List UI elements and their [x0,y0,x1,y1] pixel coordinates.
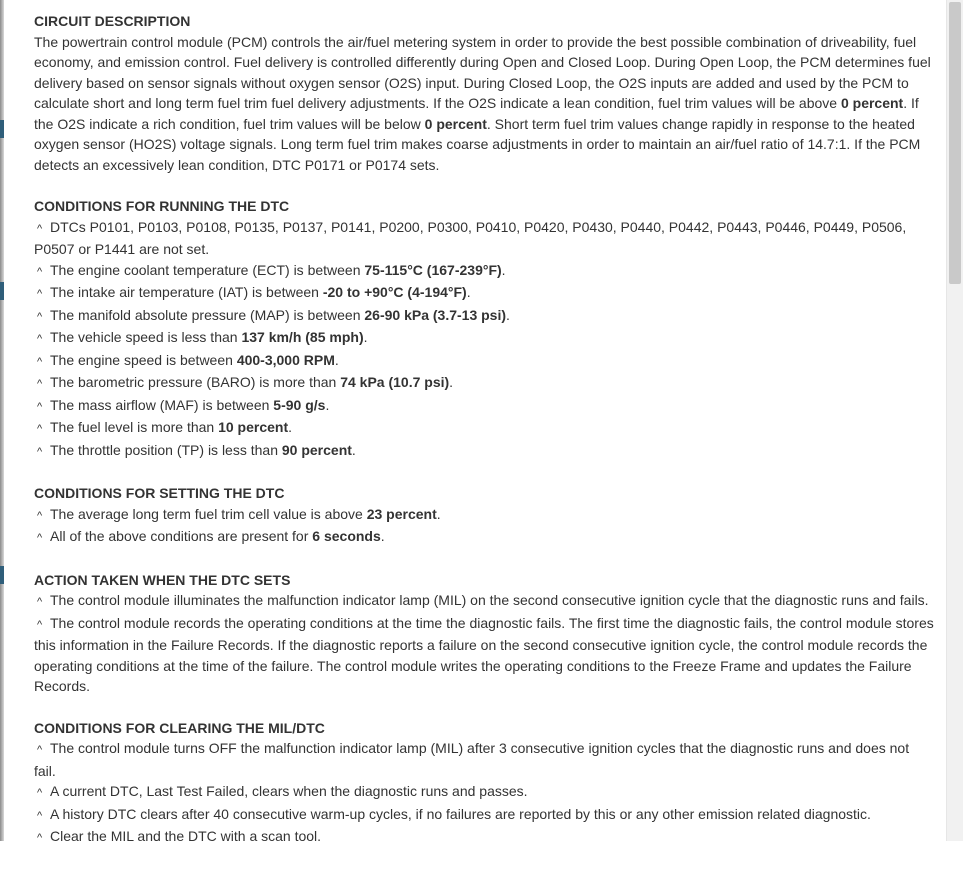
caret-bullet-icon: ^ [37,618,43,631]
text-run: The mass airflow (MAF) is between [50,396,274,413]
section-heading: ACTION TAKEN WHEN THE DTC SETS [34,571,291,588]
text-run: The powertrain control module (PCM) controls the air/fuel metering system in order to provide the best possible combination of driveability, fuel economy, and emission control. Fuel delivery is controlled differently during Open and Closed Loop. During Open Loop, the PCM determines fuel delivery based on sensor signals without oxygen sensor (O2S) input. During Closed Loop, the O2S inputs are added and used by the PCM to calculate short and long term fuel trim fuel delivery adjustments. If the O2S indicate a lean condition, fuel trim values will be above [34,33,931,111]
list-item [34,526,934,549]
text-run: . If the O2S indicate a rich condition, fuel trim values will be below [34,95,919,132]
emphasized-value: 400-3,000 RPM [236,351,335,368]
caret-bullet-icon: ^ [37,832,43,844]
emphasized-value: 5-90 g/s [273,396,326,413]
emphasized-value: 10 percent [218,419,289,435]
list-item [34,395,934,418]
text-run: DTCs P0101, P0103, P0108, P0135, P0137, P0141, P0200, P0300, P0410, P0420, P0430, P0440, P0442, P0443, P0446, P0449, P0506, P0507 or P1441 are not set. [34,218,907,257]
list-item [34,372,934,395]
list-item [34,350,934,373]
text-run: . [506,306,510,323]
text-run: . [380,528,385,544]
emphasized-value: 6 seconds [312,528,381,544]
text-run: Clear the MIL and the DTC with a scan tool. [50,828,322,844]
text-run: All of the above conditions are present for [50,528,313,544]
list-item [34,260,934,283]
caret-bullet-icon: ^ [37,355,43,368]
text-run: . [288,419,293,435]
text-run: The engine speed is between [50,351,237,368]
text-run: . [436,505,441,522]
document-section [34,11,934,175]
scrollbar-thumb[interactable] [949,2,961,284]
caret-bullet-icon: ^ [37,288,43,300]
list-item [34,417,934,440]
text-run: . [363,329,368,345]
caret-bullet-icon: ^ [37,265,43,278]
document-section [34,718,934,849]
section-heading: CONDITIONS FOR RUNNING THE DTC [34,198,290,214]
list-item [34,440,934,463]
caret-bullet-icon: ^ [37,400,43,413]
text-run: The control module records the operating conditions at the time the diagnostic fails. The first time the diagnostic fails, the control module stores this information in the Failure Records. If the diagnostic reports a failure on the second consecutive ignition cycle, the control module records the operating conditions at the time of the failure. The control module writes the operating conditions to the Freeze Frame and updates the Failure Records. [34,614,934,694]
text-run: . [334,351,339,368]
text-run: A history DTC clears after 40 consecutive warm-up cycles, if no failures are reported by this or any other emission related diagnostic. [50,805,871,822]
text-run: The manifold absolute pressure (MAP) is between [50,306,365,323]
emphasized-value: -20 to +90°C (4-194°F) [322,284,467,300]
emphasized-value: 90 percent [281,441,352,458]
text-run: A current DTC, Last Test Failed, clears when the diagnostic runs and passes. [50,783,528,799]
text-run: The throttle position (TP) is less than [50,441,282,458]
caret-bullet-icon: ^ [37,378,43,390]
list-item [34,738,934,781]
emphasized-value: 26-90 kPa (3.7-13 psi) [364,306,507,323]
caret-bullet-icon: ^ [37,787,43,799]
text-run: The fuel level is more than [50,419,219,435]
text-run: . [351,441,356,458]
list-item [34,327,934,350]
list-item [34,613,934,697]
document-section [34,483,934,549]
emphasized-value: 74 kPa (10.7 psi) [340,374,450,390]
text-run: . Short term fuel trim values change rapidly in response to the heated oxygen sensor (HO2S) voltage signals. Long term fuel trim makes coarse adjustments in order to maintain an air/fuel ratio of 14.7:1. If the PCM detects an excessively lean condition, DTC P0171 or P0174 sets. [34,115,921,173]
edge-marker [0,120,4,138]
list-item [34,217,934,260]
section-heading: CONDITIONS FOR SETTING THE DTC [34,485,285,501]
section-heading: CONDITIONS FOR CLEARING THE MIL/DTC [34,719,325,736]
text-run: . [501,261,506,278]
emphasized-value: 0 percent [840,95,904,111]
caret-bullet-icon: ^ [37,744,43,756]
document-section [34,570,934,697]
text-run: The barometric pressure (BARO) is more than [50,374,341,390]
section-heading: CIRCUIT DESCRIPTION [34,13,191,29]
list-item [34,826,934,849]
vertical-scrollbar[interactable] [946,0,963,841]
list-item [34,305,934,328]
text-run: . [325,396,330,413]
emphasized-value: 0 percent [424,115,487,132]
text-run: . [466,284,471,300]
caret-bullet-icon: ^ [37,333,43,345]
caret-bullet-icon: ^ [37,809,43,822]
edge-marker [0,566,4,584]
section-paragraph [34,32,934,176]
text-run: The vehicle speed is less than [50,329,242,345]
text-run: The engine coolant temperature (ECT) is between [50,261,365,278]
emphasized-value: 23 percent [366,505,437,522]
caret-bullet-icon: ^ [37,509,43,522]
list-item [34,590,934,613]
caret-bullet-icon: ^ [37,532,43,544]
text-run: The intake air temperature (IAT) is between [50,284,323,300]
text-run: The control module illuminates the malfunction indicator lamp (MIL) on the second consecutive ignition cycle that the diagnostic runs and fails. [50,592,929,608]
edge-marker [0,282,4,300]
emphasized-value: 75-115°C (167-239°F) [364,261,502,278]
text-run: The average long term fuel trim cell value is above [50,505,367,522]
caret-bullet-icon: ^ [37,423,43,435]
caret-bullet-icon: ^ [37,445,43,458]
document-body [34,11,934,870]
list-item [34,282,934,305]
caret-bullet-icon: ^ [37,310,43,323]
left-window-edge [0,0,4,841]
list-item [34,504,934,527]
caret-bullet-icon: ^ [37,222,43,235]
document-section [34,196,934,462]
text-run: The control module turns OFF the malfunction indicator lamp (MIL) after 3 consecutive ignition cycles that the diagnostic runs and does not fail. [34,740,910,779]
text-run: . [449,374,454,390]
list-item [34,804,934,827]
caret-bullet-icon: ^ [37,596,43,608]
emphasized-value: 137 km/h (85 mph) [241,329,364,345]
list-item [34,781,934,804]
